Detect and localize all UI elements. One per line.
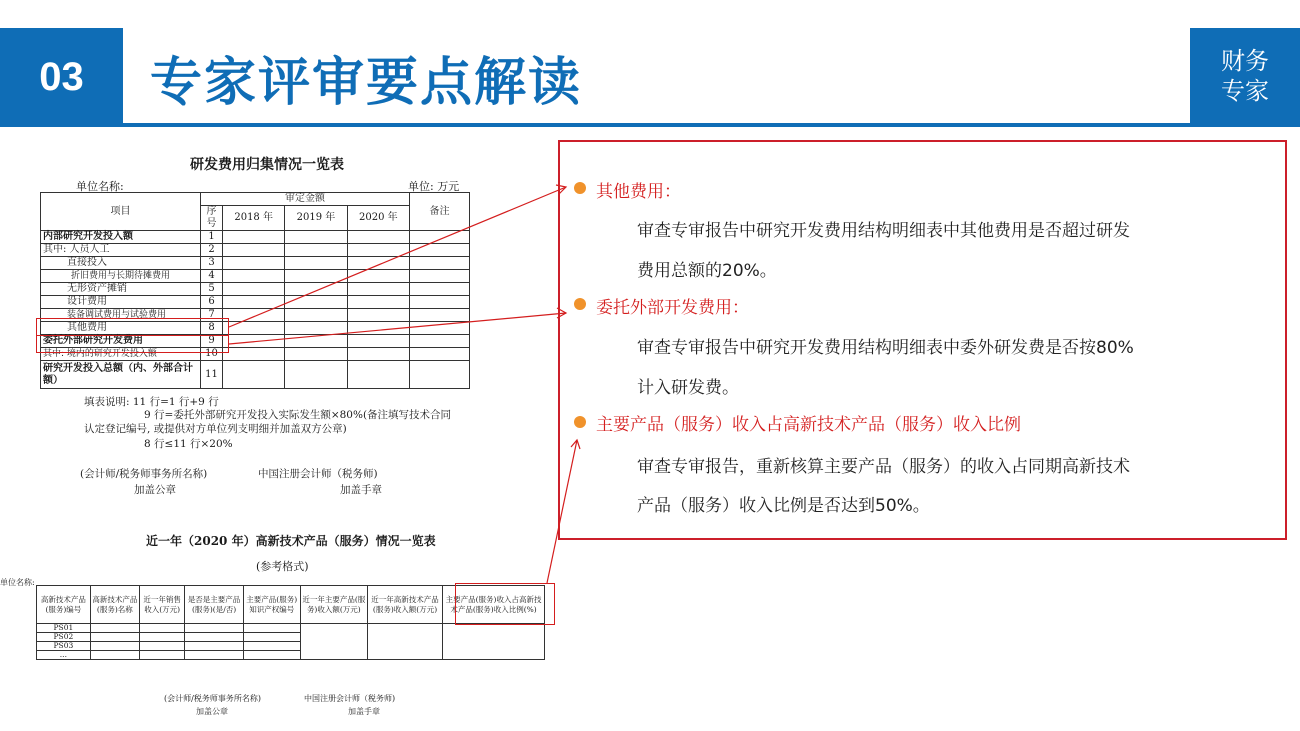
row-seq: 11	[201, 361, 223, 389]
table2-header: 高新技术产品(服务)名称	[90, 586, 139, 624]
table2-seal: 加盖手章	[348, 707, 380, 716]
row-label: 研究开发投入总额（内、外部合计额）	[41, 361, 201, 389]
row-seq: 8	[201, 322, 223, 335]
section-external-rd-text: 计入研发费。	[637, 378, 739, 398]
table2-header: 主要产品(服务)知识产权编号	[243, 586, 300, 624]
table2-header: 是否是主要产品(服务)(是/否)	[185, 586, 243, 624]
section-other-expense-text: 审查专审报告中研究开发费用结构明细表中其他费用是否超过研发	[637, 221, 1130, 241]
row-label: 无形资产摊销	[41, 283, 201, 296]
table2-unit: 单位名称:	[0, 578, 35, 587]
row-seq: 9	[201, 335, 223, 348]
table2-header: 主要产品(服务)收入占高新技术产品(服务)收入比例(%)	[443, 586, 545, 624]
row-seq: 1	[201, 231, 223, 244]
product-code: PS02	[37, 633, 91, 642]
table1-note: 填表说明: 11 行=1 行+9 行	[84, 396, 219, 408]
row-label: 委托外部研究开发费用	[41, 335, 201, 348]
page-title: 专家评审要点解读	[150, 53, 583, 113]
row-seq: 10	[201, 348, 223, 361]
table1-unit-left: 单位名称:	[76, 180, 124, 193]
section-product-ratio-text: 产品（服务）收入比例是否达到50%。	[637, 496, 930, 516]
table1-sign: 中国注册会计师（税务师)	[258, 468, 378, 480]
row-label: 折旧费用与长期待摊费用	[41, 270, 201, 283]
table2-header: 近一年销售收入(万元)	[139, 586, 184, 624]
table2-seal: 加盖公章	[196, 707, 228, 716]
col-year: 2020 年	[347, 206, 409, 231]
row-label: 设计费用	[41, 296, 201, 309]
row-label: 装备调试费用与试验费用	[41, 309, 201, 322]
table2-sign: 中国注册会计师（税务师)	[304, 694, 396, 703]
section-external-rd-text: 审查专审报告中研究开发费用结构明细表中委外研发费是否按80%	[637, 338, 1134, 358]
row-label: 内部研究开发投入额	[41, 231, 201, 244]
row-seq: 3	[201, 257, 223, 270]
table1-sign: (会计师/税务师事务所名称)	[80, 468, 208, 480]
row-seq: 5	[201, 283, 223, 296]
row-seq: 6	[201, 296, 223, 309]
row-label: 直接投入	[41, 257, 201, 270]
product-code: PS03	[37, 642, 91, 651]
table1-note: 8 行≤11 行×20%	[144, 438, 233, 450]
section-product-ratio-heading: 主要产品（服务）收入占高新技术产品（服务）收入比例	[596, 415, 1021, 435]
table1-note: 认定登记编号, 或提供对方单位列支明细并加盖双方公章)	[84, 423, 347, 435]
table2-header: 近一年主要产品(服务)收入额(万元)	[300, 586, 367, 624]
col-year: 2019 年	[285, 206, 347, 231]
row-seq: 2	[201, 244, 223, 257]
badge-line-2: 专家	[1221, 77, 1269, 105]
col-note: 备注	[410, 193, 470, 231]
table1-note: 9 行=委托外部研究开发投入实际发生额×80%(备注填写技术合同	[144, 409, 452, 421]
table1-title: 研发费用归集情况一览表	[190, 157, 344, 173]
col-seq: 序号	[201, 206, 223, 231]
row-label: 其他费用	[41, 322, 201, 335]
col-year: 2018 年	[223, 206, 285, 231]
col-item: 项目	[41, 193, 201, 231]
table2-subtitle: (参考格式)	[256, 560, 309, 573]
arrow-external-rd	[229, 313, 566, 344]
col-amount: 审定金额	[201, 193, 410, 206]
section-other-expense-text: 费用总额的20%。	[637, 261, 777, 281]
product-code: ...	[37, 651, 91, 660]
table2-header: 高新技术产品(服务)编号	[37, 586, 91, 624]
section-product-ratio-text: 审查专审报告，重新核算主要产品（服务）的收入占同期高新技术	[637, 457, 1130, 477]
product-code: PS01	[37, 624, 91, 633]
row-label: 其中: 境内的研究开发投入额	[41, 348, 201, 361]
table1-seal: 加盖公章	[134, 484, 176, 496]
arrow-other-expense	[229, 187, 566, 327]
table2-title: 近一年（2020 年）高新技术产品（服务）情况一览表	[146, 534, 436, 548]
row-seq: 4	[201, 270, 223, 283]
table2-header: 近一年高新技术产品(服务)收入额(万元)	[368, 586, 443, 624]
section-other-expense-heading: 其他费用：	[596, 182, 681, 202]
row-seq: 7	[201, 309, 223, 322]
row-label: 其中: 人员人工	[41, 244, 201, 257]
table1-unit-right: 单位: 万元	[408, 180, 460, 193]
section-number: 03	[0, 28, 123, 126]
arrow-product-ratio	[547, 440, 577, 583]
table1-seal: 加盖手章	[340, 484, 382, 496]
section-external-rd-heading: 委托外部开发费用：	[596, 298, 749, 318]
badge-line-1: 财务	[1221, 47, 1269, 75]
table2-sign: (会计师/税务师事务所名称)	[164, 694, 261, 703]
